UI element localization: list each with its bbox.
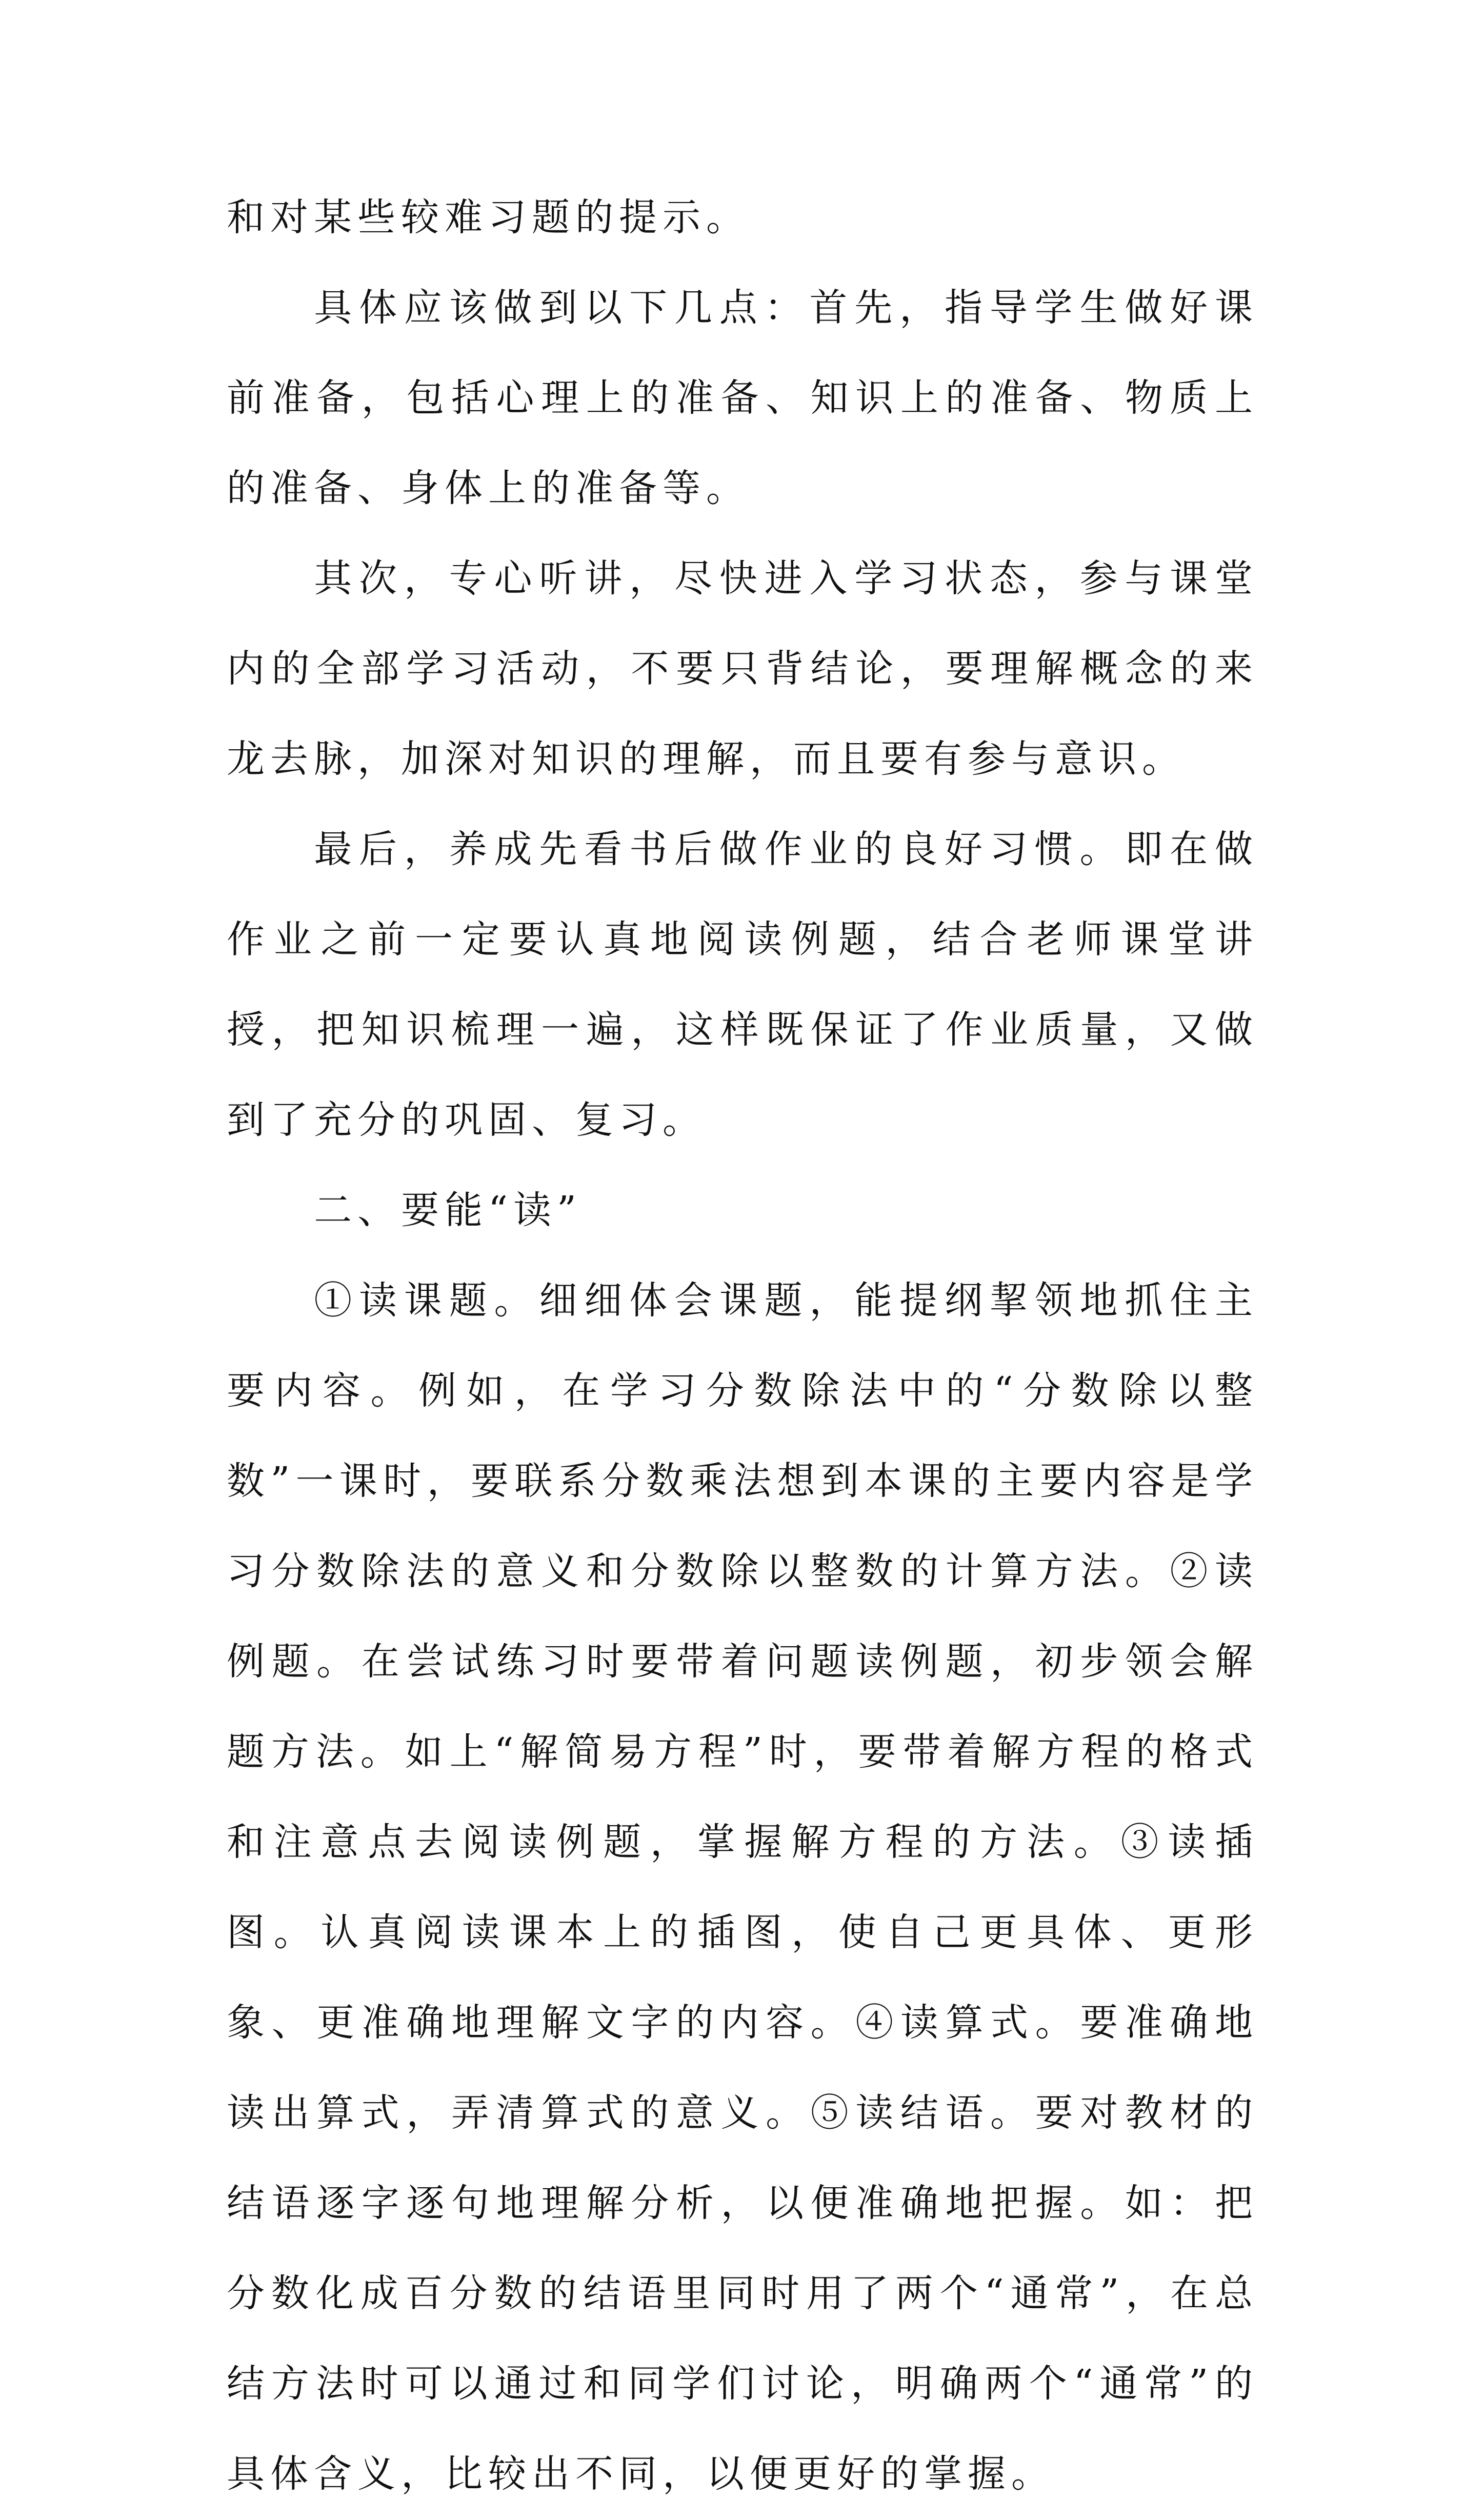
paragraph-preparation: 具体应该做到以下几点：首先，指导学生做好课前准备，包括心理上的准备、知识上的准备、物质上的准备、身体上的准备等。	[227, 286, 1258, 510]
paragraph-listening: 其次，专心听讲，尽快进入学习状态，参与课堂内的全部学习活动，不要只背结论，要理解概念的来龙去脉，加深对知识的理解，而且要有参与意识。	[227, 556, 1258, 781]
paragraph-continuation: 和对某些较难习题的提示。	[227, 195, 750, 239]
body-text	[227, 172, 1258, 2519]
section-heading-read: 二、要能“读”	[314, 1188, 582, 1232]
paragraph-reading-steps: ①读课题。细细体会课题，能提纲挈领地抓住主要内容。例如，在学习分数除法中的“分数除以整数”一课时，要联系分数乘法想到本课的主要内容是学习分数除法的意义和分数除以整数的计算方法。②读例题。在尝试练习时要带着问题读例题，初步领会解题方法。如上“解简易方程”时，要带着解方程的格式和注意点去阅读例题，掌握解方程的方法。③读插图。认真阅读课本上的插图，使自己更具体、更形象、更准确地理解文字的内容。④读算式。要准确地读出算式，弄清算式的意义。⑤读结语。要对教材的结语逐字逐句地理解分析，以便准确地把握。如：把分数化成百分数的结语里同时用了两个“通常”，在总结方法时可以通过和同学们讨论，明确两个“通常”的具体含义，比较出不同，以便更好的掌握。	[227, 1278, 1258, 2496]
paragraph-habits: 最后，养成先看书后做作业的良好习惯。即在做作业之前一定要认真地阅读例题，结合老师课堂讲授，把知识梳理一遍，这样既保证了作业质量，又做到了充分的巩固、复习。	[227, 827, 1258, 1142]
